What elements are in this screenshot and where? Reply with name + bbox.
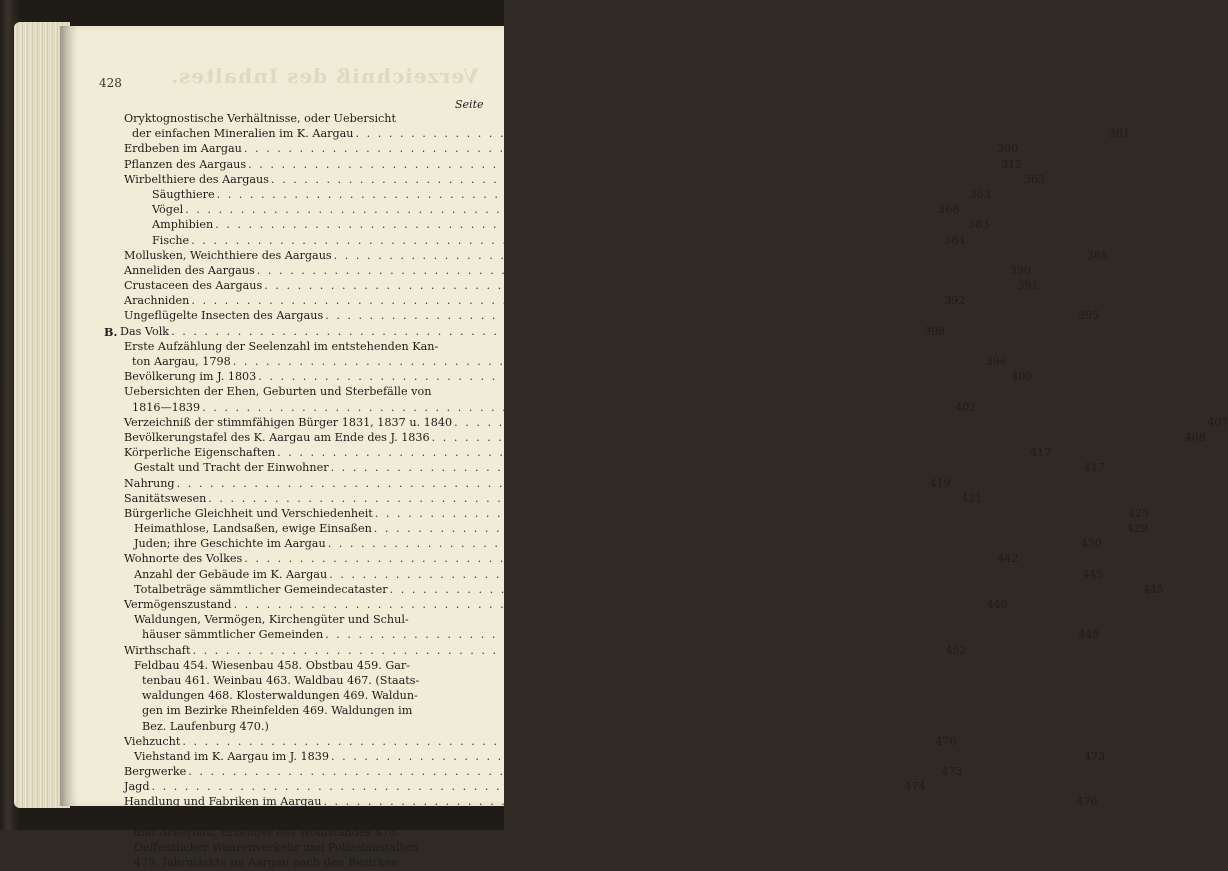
toc-entry-title: Viehstand im K. Aargau im J. 1839 — [134, 749, 329, 763]
toc-entry-page: 368 — [938, 203, 960, 217]
leader-dots — [262, 279, 1016, 292]
toc-entry-title: Nahrung — [124, 476, 175, 490]
toc-entry-page: 400 — [1011, 370, 1033, 384]
leader-dots — [430, 431, 1184, 444]
toc-entry-title: 479. Jahrmärkte im Aargau nach den Bezirken — [134, 856, 399, 870]
gutter-shadow — [60, 26, 78, 806]
toc-entry-title: Heimathlose, Landsaßen, ewige Einsaßen — [134, 522, 372, 536]
leader-dots — [256, 370, 1010, 383]
leader-dots — [190, 644, 944, 657]
toc-entry-page: 398 — [985, 355, 1007, 368]
toc-entry-title: gen im Bezirke Rheinfelden 469. Waldungen im — [142, 704, 413, 718]
toc-entry — [104, 841, 470, 856]
leader-dots — [329, 461, 1083, 474]
toc-entry-title: Feldbau 454. Wiesenbau 458. Obstbau 459. Gar- — [134, 658, 411, 672]
toc-entry — [104, 491, 983, 507]
toc-entry-page: 395 — [1078, 309, 1100, 323]
toc-entry — [104, 355, 1007, 370]
toc-entry-title: ton Aargau, 1798 — [132, 355, 231, 368]
toc-entry — [104, 795, 1098, 810]
toc-entry-page: 474 — [904, 780, 926, 794]
toc-entry-title: Pflanzen des Aargaus — [124, 157, 247, 171]
toc-entry-title: Vögel — [152, 203, 184, 217]
toc-entry — [104, 704, 470, 719]
toc-entry — [104, 765, 963, 780]
toc-entry-title: Fische — [152, 233, 190, 247]
toc-entry — [104, 400, 977, 416]
toc-entry — [104, 294, 966, 309]
leader-dots — [231, 598, 985, 611]
toc-entry — [104, 415, 1228, 431]
toc-entry — [104, 582, 1164, 598]
toc-entry-title: Gestalt und Tracht der Einwohner — [134, 461, 329, 475]
leader-dots — [452, 416, 1206, 429]
toc-entry-page: 391 — [1017, 279, 1039, 293]
leader-dots — [329, 750, 1083, 763]
toc-entry-title: Amphibien — [152, 218, 214, 232]
leader-dots — [332, 249, 1086, 262]
toc-entry-title: Erste Aufzählung der Seelenzahl im entstehenden Kan- — [124, 339, 439, 353]
toc-entry-page: 301 — [1108, 127, 1130, 141]
toc-entry-page: 363 — [969, 187, 991, 201]
toc-entry-page: 446 — [986, 598, 1008, 611]
toc-entry-title: Handlung und Fabriken im Aargau — [124, 795, 322, 809]
toc-entry — [104, 248, 1108, 264]
toc-entry-title: Uebersichten der Ehen, Geburten und Sterbefälle von — [124, 385, 432, 399]
toc-entry — [104, 461, 1105, 476]
toc-entry-page: 417 — [1030, 446, 1052, 460]
toc-entry-title: Vermögenszustand — [124, 598, 232, 611]
toc-entry — [104, 643, 967, 659]
toc-entry — [104, 370, 1033, 385]
toc-entry — [104, 385, 470, 400]
toc-entry — [104, 522, 1148, 537]
leader-dots — [242, 142, 996, 155]
toc-entry-title: Wirbelthiere des Aargaus — [124, 172, 269, 186]
toc-entry — [104, 811, 470, 826]
toc-entry-page: 402 — [955, 400, 977, 414]
toc-entry-title: Körperliche Eigenschaften — [124, 446, 276, 460]
leader-dots — [246, 158, 1000, 171]
toc-entry-page: 452 — [945, 643, 967, 657]
toc-entry — [104, 780, 926, 795]
leader-dots — [215, 188, 969, 201]
toc-entry — [104, 659, 470, 674]
toc-entry — [104, 734, 957, 750]
leader-dots — [269, 173, 1023, 186]
page-column-label: Seite — [455, 98, 484, 111]
toc-entry-page: 388 — [1086, 248, 1108, 262]
toc-entry-page: 408 — [1184, 430, 1206, 444]
toc-entry-title: Bevölkerung im J. 1803 — [124, 370, 257, 384]
leader-dots — [327, 568, 1081, 581]
toc-entry-title: Bergwerke — [124, 765, 187, 779]
toc-entry-title: und Ackerbau, Erzeuger des Wohlstandes 478. — [134, 825, 400, 839]
toc-entry — [104, 446, 1052, 461]
toc-entry-title: Das Volk — [120, 324, 170, 338]
toc-entry — [104, 127, 1130, 142]
toc-entry — [104, 674, 470, 689]
toc-entry-page: 383 — [968, 218, 990, 232]
toc-entry — [104, 476, 951, 492]
toc-entry — [104, 749, 1106, 765]
leader-dots — [231, 355, 985, 368]
toc-entry-title: Ungeflügelte Insecten des Aargaus — [124, 309, 324, 323]
section-marker: B. — [104, 324, 118, 339]
table-of-contents — [104, 112, 1228, 871]
toc-entry-title: Crustaceen des Aargaus — [124, 279, 263, 293]
toc-entry — [104, 856, 470, 871]
toc-entry-page: 473 — [1084, 749, 1106, 763]
toc-entry — [104, 552, 1019, 567]
leader-dots — [169, 325, 923, 338]
toc-entry-title: Viehzucht — [124, 734, 181, 748]
toc-entry — [104, 142, 1018, 157]
toc-entry-page: 363 — [1024, 172, 1046, 186]
toc-entry — [104, 187, 991, 203]
toc-entry-title: tenbau 461. Weinbau 463. Waldbau 467. (Staats- — [142, 673, 420, 687]
toc-entry-page: 398 — [924, 324, 946, 338]
toc-entry-page: 392 — [944, 294, 966, 308]
toc-entry-page: 445 — [1082, 567, 1104, 581]
toc-entry — [104, 537, 1102, 552]
toc-entry — [104, 172, 1046, 188]
toc-entry-title: Anzahl der Gebäude im K. Aargau — [134, 567, 328, 581]
leader-dots — [255, 264, 1009, 277]
toc-entry-page: 312 — [1001, 157, 1023, 171]
toc-entry-page: 445 — [1142, 582, 1164, 596]
toc-entry-title: häuser sämmtlicher Gemeinden — [142, 628, 324, 642]
leader-dots — [323, 309, 1077, 322]
toc-entry-title: Mollusken, Weichthiere des Aargaus — [124, 248, 332, 262]
leader-dots — [213, 218, 967, 231]
leader-dots — [189, 294, 943, 307]
leader-dots — [180, 735, 934, 748]
toc-entry-title: Jagd — [124, 780, 150, 794]
toc-entry-page: 449 — [1078, 628, 1100, 642]
toc-entry-title: Arachniden — [124, 294, 190, 308]
toc-entry — [104, 826, 470, 841]
toc-entry-page: 407 — [1207, 415, 1228, 429]
toc-entry-title: Anfänge einiger Gewerbsamkeit 476. Fabrikation — [134, 810, 415, 824]
toc-entry-page: 419 — [929, 476, 951, 490]
toc-entry — [104, 263, 1031, 279]
leader-dots — [388, 583, 1142, 596]
leader-dots — [175, 477, 929, 490]
show-through-heading: Verzeichniß des Inhaltes. — [170, 64, 479, 88]
toc-entry — [104, 157, 1023, 173]
toc-entry-page: 442 — [997, 552, 1019, 566]
leader-dots — [372, 522, 1126, 535]
toc-entry — [104, 112, 470, 127]
toc-entry — [104, 598, 1008, 613]
toc-entry — [104, 567, 1104, 583]
toc-entry-title: Erdbeben im Aargau — [124, 142, 242, 156]
leader-dots — [242, 552, 996, 565]
toc-entry-page: 421 — [961, 491, 983, 505]
toc-entry — [104, 279, 1039, 294]
toc-entry-page: 473 — [941, 765, 963, 779]
leader-dots — [200, 401, 954, 414]
toc-entry-title: Anneliden des Aargaus — [124, 263, 255, 277]
toc-entry — [104, 340, 470, 355]
toc-entry — [104, 309, 1100, 324]
toc-entry — [104, 689, 470, 704]
toc-entry-page: 470 — [935, 734, 957, 748]
toc-entry-title: Verzeichniß der stimmfähigen Bürger 1831, 1837 u. 1840 — [124, 415, 453, 429]
toc-entry — [104, 233, 966, 249]
toc-entry-title: Wohnorte des Volkes — [124, 552, 243, 566]
leader-dots — [149, 780, 903, 793]
toc-entry — [104, 720, 470, 735]
toc-entry-title: waldungen 468. Klosterwaldungen 469. Waldun- — [142, 689, 418, 703]
toc-entry-page: 390 — [1009, 263, 1031, 277]
leader-dots — [275, 446, 1029, 459]
toc-entry-title: Sanitätswesen — [124, 491, 207, 505]
leader-dots — [323, 628, 1077, 641]
toc-entry — [104, 628, 1100, 643]
leader-dots — [373, 507, 1127, 520]
leader-dots — [189, 234, 943, 247]
toc-entry-title: Juden; ihre Geschichte im Aargau — [134, 537, 326, 551]
toc-entry-page: 384 — [944, 233, 966, 247]
toc-entry-page: 430 — [1080, 537, 1102, 551]
toc-entry-title: Oeffentlicher Waarenverkehr und Polizeianstalten — [134, 841, 418, 854]
toc-entry-title: 1816—1839 — [132, 400, 201, 414]
toc-entry-title: Waldungen, Vermögen, Kirchengüter und Schul- — [134, 613, 409, 627]
toc-entry-title: Bürgerliche Gleichheit und Verschiedenheit — [124, 506, 373, 520]
leader-dots — [326, 537, 1080, 550]
leader-dots — [321, 795, 1075, 808]
toc-entry-title: Oryktognostische Verhältnisse, oder Uebersicht — [124, 112, 397, 125]
leader-dots — [354, 127, 1108, 140]
toc-entry — [104, 430, 1206, 446]
leader-dots — [186, 765, 940, 778]
toc-entry-page: 425 — [1127, 506, 1149, 520]
toc-entry — [104, 218, 990, 233]
toc-entry — [104, 203, 960, 218]
toc-entry-title: Totalbeträge sämmtlicher Gemeindecataster — [134, 582, 388, 596]
toc-entry-page: 476 — [1076, 795, 1098, 809]
page-number: 428 — [99, 76, 122, 90]
toc-entry-page: 429 — [1126, 522, 1148, 536]
toc-entry-page: 300 — [996, 142, 1018, 156]
toc-entry-page: 417 — [1083, 461, 1105, 475]
toc-entry — [104, 613, 470, 628]
toc-entry-title: der einfachen Mineralien im K. Aargau — [132, 127, 354, 141]
toc-entry-title: Bevölkerungstafel des K. Aargau am Ende des J. 1836 — [124, 430, 430, 444]
toc-entry — [104, 324, 946, 340]
toc-entry-title: Säugthiere — [152, 187, 215, 201]
toc-entry-title: Wirthschaft — [124, 643, 191, 657]
toc-entry — [104, 506, 1149, 522]
leader-dots — [183, 203, 937, 216]
leader-dots — [206, 492, 960, 505]
toc-entry-title: Bez. Laufenburg 470.) — [142, 719, 269, 733]
